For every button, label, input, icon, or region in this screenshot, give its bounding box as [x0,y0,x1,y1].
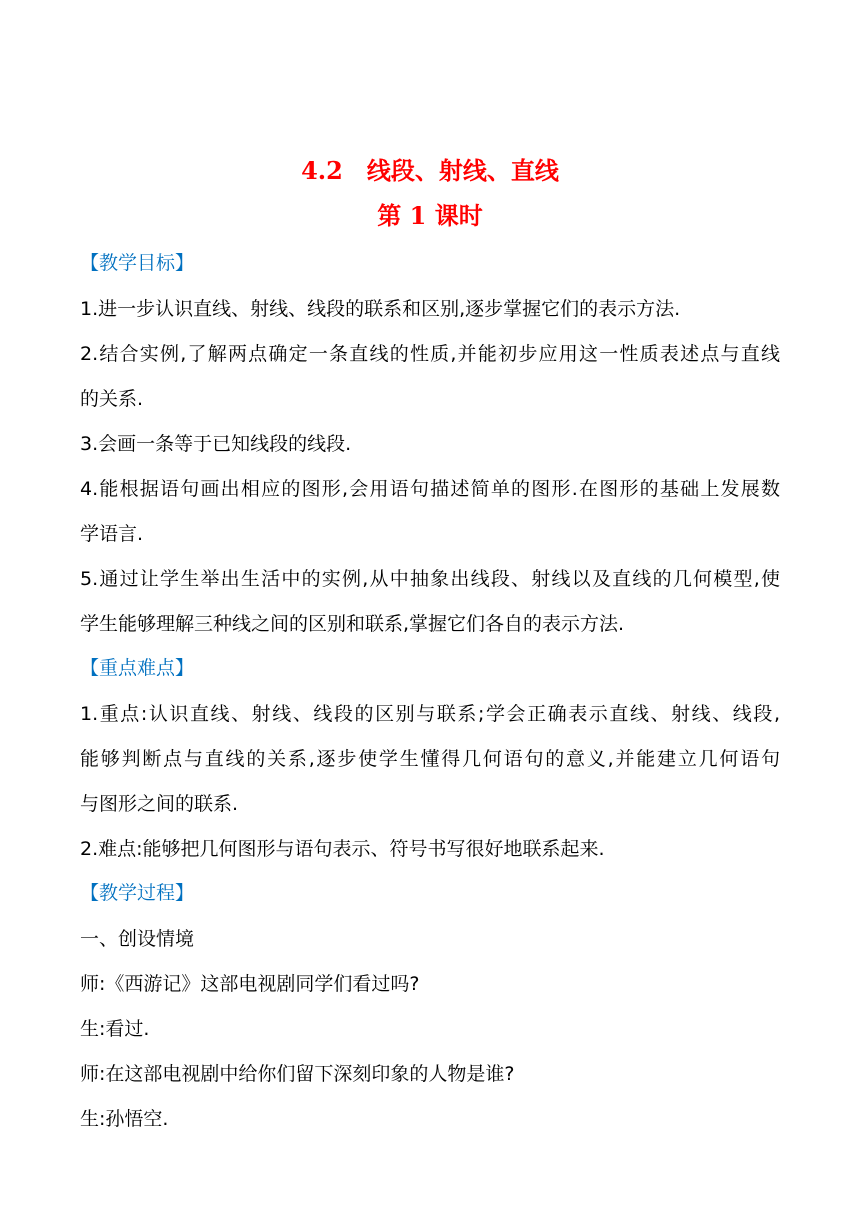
key-point-2: 2.难点:能够把几何图形与语句表示、符号书写很好地联系起来. [80,838,605,860]
objective-item-1: 1.进一步认识直线、射线、线段的联系和区别,逐步掌握它们的表示方法. [80,298,681,320]
objective-item-4-line-1: 4.能根据语句画出相应的图形,会用语句描述简单的图形.在图形的基础上发展数 [80,478,780,500]
dialogue-line: 生:孙悟空. [80,1108,169,1130]
key-point-1-line-2: 能够判断点与直线的关系,逐步使学生懂得几何语句的意义,并能建立几何语句 [80,748,780,770]
objective-item-2-line-1: 2.结合实例,了解两点确定一条直线的性质,并能初步应用这一性质表述点与直线 [80,343,780,365]
key-point-1-line-1: 1.重点:认识直线、射线、线段的区别与联系;学会正确表示直线、射线、线段, [80,703,780,725]
key-point-1-line-3: 与图形之间的联系. [80,793,239,815]
lesson-subtitle: 第 1 课时 [377,201,483,230]
section-label-objectives: 【教学目标】 [80,252,195,274]
process-part-1-heading: 一、创设情境 [80,928,195,950]
objective-item-2-line-2: 的关系. [80,388,144,410]
section-label-process: 【教学过程】 [80,882,195,904]
objective-item-5-line-1: 5.通过让学生举出生活中的实例,从中抽象出线段、射线以及直线的几何模型,使 [80,568,780,590]
objective-item-3: 3.会画一条等于已知线段的线段. [80,433,352,455]
dialogue-line: 师:《西游记》这部电视剧同学们看过吗? [80,973,420,995]
objective-item-5-line-2: 学生能够理解三种线之间的区别和联系,掌握它们各自的表示方法. [80,613,625,635]
dialogue-line: 师:在这部电视剧中给你们留下深刻印象的人物是谁? [80,1063,515,1085]
dialogue-line: 生:看过. [80,1018,150,1040]
section-label-key-points: 【重点难点】 [80,657,195,679]
lesson-title: 4.2 线段、射线、直线 [301,156,559,185]
objective-item-4-line-2: 学语言. [80,523,144,545]
